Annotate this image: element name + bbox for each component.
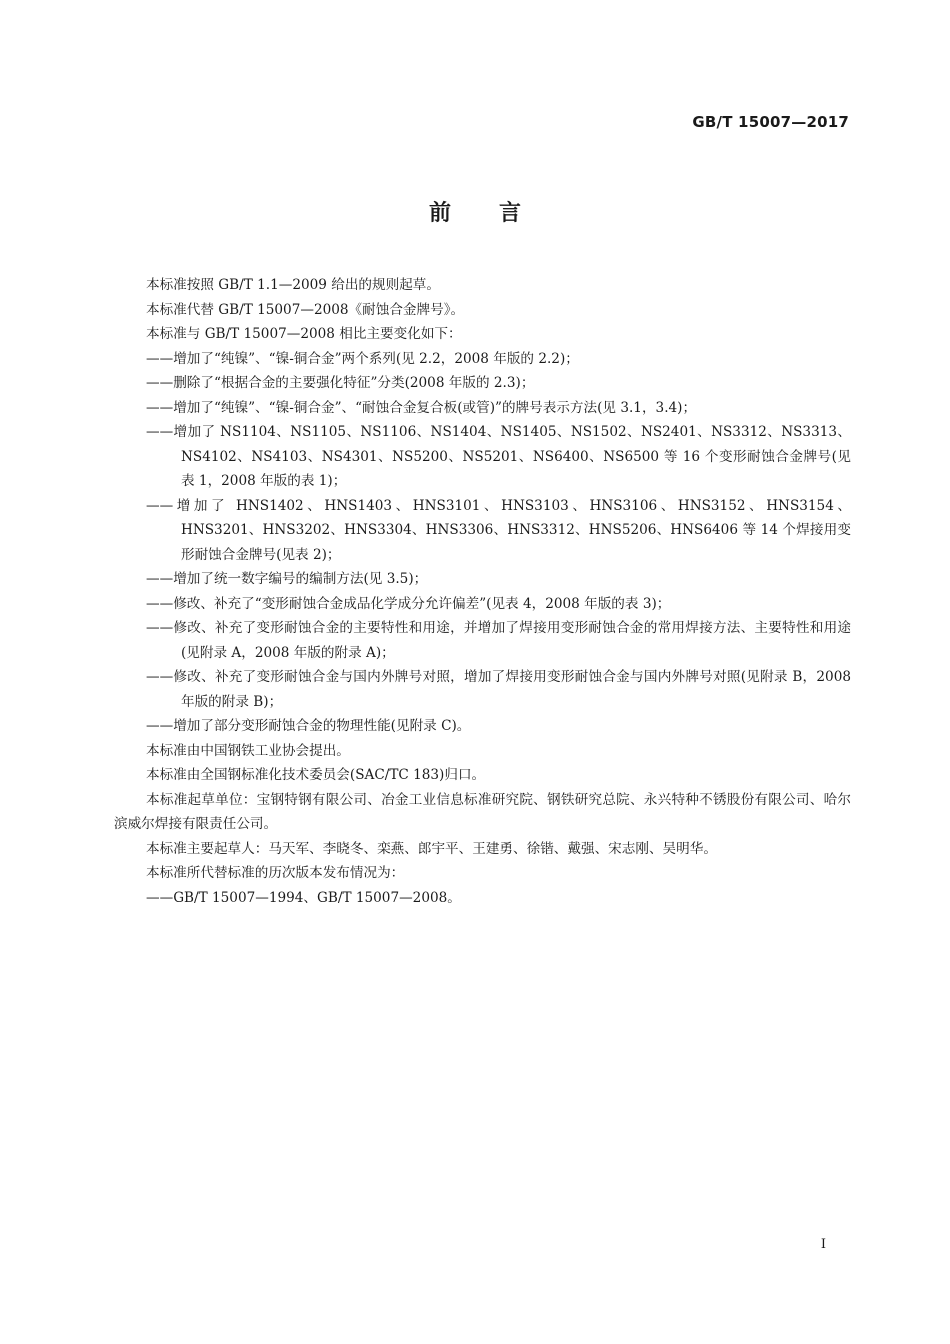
foreword-body (114, 273, 851, 910)
page-title: 前言 (428, 201, 569, 226)
paragraph-changes-intro: 本标准与 GB/T 15007—2008 相比主要变化如下： (146, 326, 462, 342)
paragraph-committee: 本标准由全国钢标准化技术委员会(SAC/TC 183)归口。 (146, 767, 486, 783)
paragraph-proposer: 本标准由中国钢铁工业协会提出。 (146, 742, 350, 759)
paragraph-replaces: 本标准代替 GB/T 15007—2008《耐蚀合金牌号》。 (146, 301, 465, 318)
change-item: ——删除了“根据合金的主要强化特征”分类(2008 年版的 2.3)； (146, 375, 535, 391)
standard-code: GB/T 15007—2017 (692, 113, 849, 131)
change-item: ——增加了“纯镍”、“镍-铜合金”两个系列(见 2.2，2008 年版的 2.2)； (146, 350, 579, 367)
change-item: ——增加了部分变形耐蚀合金的物理性能(见附录 C)。 (146, 718, 471, 734)
paragraph-drafters: 本标准主要起草人：马天军、李晓冬、栾燕、郎宇平、王建勇、徐锴、戴强、宋志刚、吴明华。 (146, 840, 717, 857)
change-item: ——增加了统一数字编号的编制方法(见 3.5)； (146, 571, 428, 587)
change-item: ——修改、补充了变形耐蚀合金与国内外牌号对照，增加了焊接用变形耐蚀合金与国内外牌号对照(见附录 B，2008 年版的附录 B)； (146, 669, 851, 710)
history-item: ——GB/T 15007—1994、GB/T 15007—2008。 (146, 889, 461, 906)
change-item: ——修改、补充了变形耐蚀合金的主要特性和用途，并增加了焊接用变形耐蚀合金的常用焊接方法、主要特性和用途(见附录 A，2008 年版的附录 A)； (146, 620, 851, 661)
paragraph-drafting-rules: 本标准按照 GB/T 1.1—2009 给出的规则起草。 (146, 277, 440, 293)
paragraph-drafting-units: 本标准起草单位：宝钢特钢有限公司、冶金工业信息标准研究院、钢铁研究总院、永兴特种不锈股份有限公司、哈尔滨威尔焊接有限责任公司。 (114, 791, 851, 832)
paragraph-history-intro: 本标准所代替标准的历次版本发布情况为： (146, 865, 405, 881)
change-item: ——增加了 HNS1402、HNS1403、HNS3101、HNS3103、HNS3106、HNS3152、HNS3154、HNS3201、HNS3202、HNS3304、HNS3306、HNS3312、HNS5206、HNS6406 等 14 个焊接用变形耐蚀合金牌号(见表 2)； (146, 497, 851, 563)
change-item: ——修改、补充了“变形耐蚀合金成品化学成分允许偏差”(见表 4，2008 年版的表 3)； (146, 595, 671, 612)
page-number: I (820, 1237, 826, 1252)
change-item: ——增加了“纯镍”、“镍-铜合金”、“耐蚀合金复合板(或管)”的牌号表示方法(见 3.1，3.4)； (146, 399, 697, 416)
change-item: ——增加了 NS1104、NS1105、NS1106、NS1404、NS1405、NS1502、NS2401、NS3312、NS3313、NS4102、NS4103、NS4301、NS5200、NS5201、NS6400、NS6500 等 16 个变形耐蚀合金牌号(见表 1，2008 年版的表 1)； (146, 424, 851, 489)
